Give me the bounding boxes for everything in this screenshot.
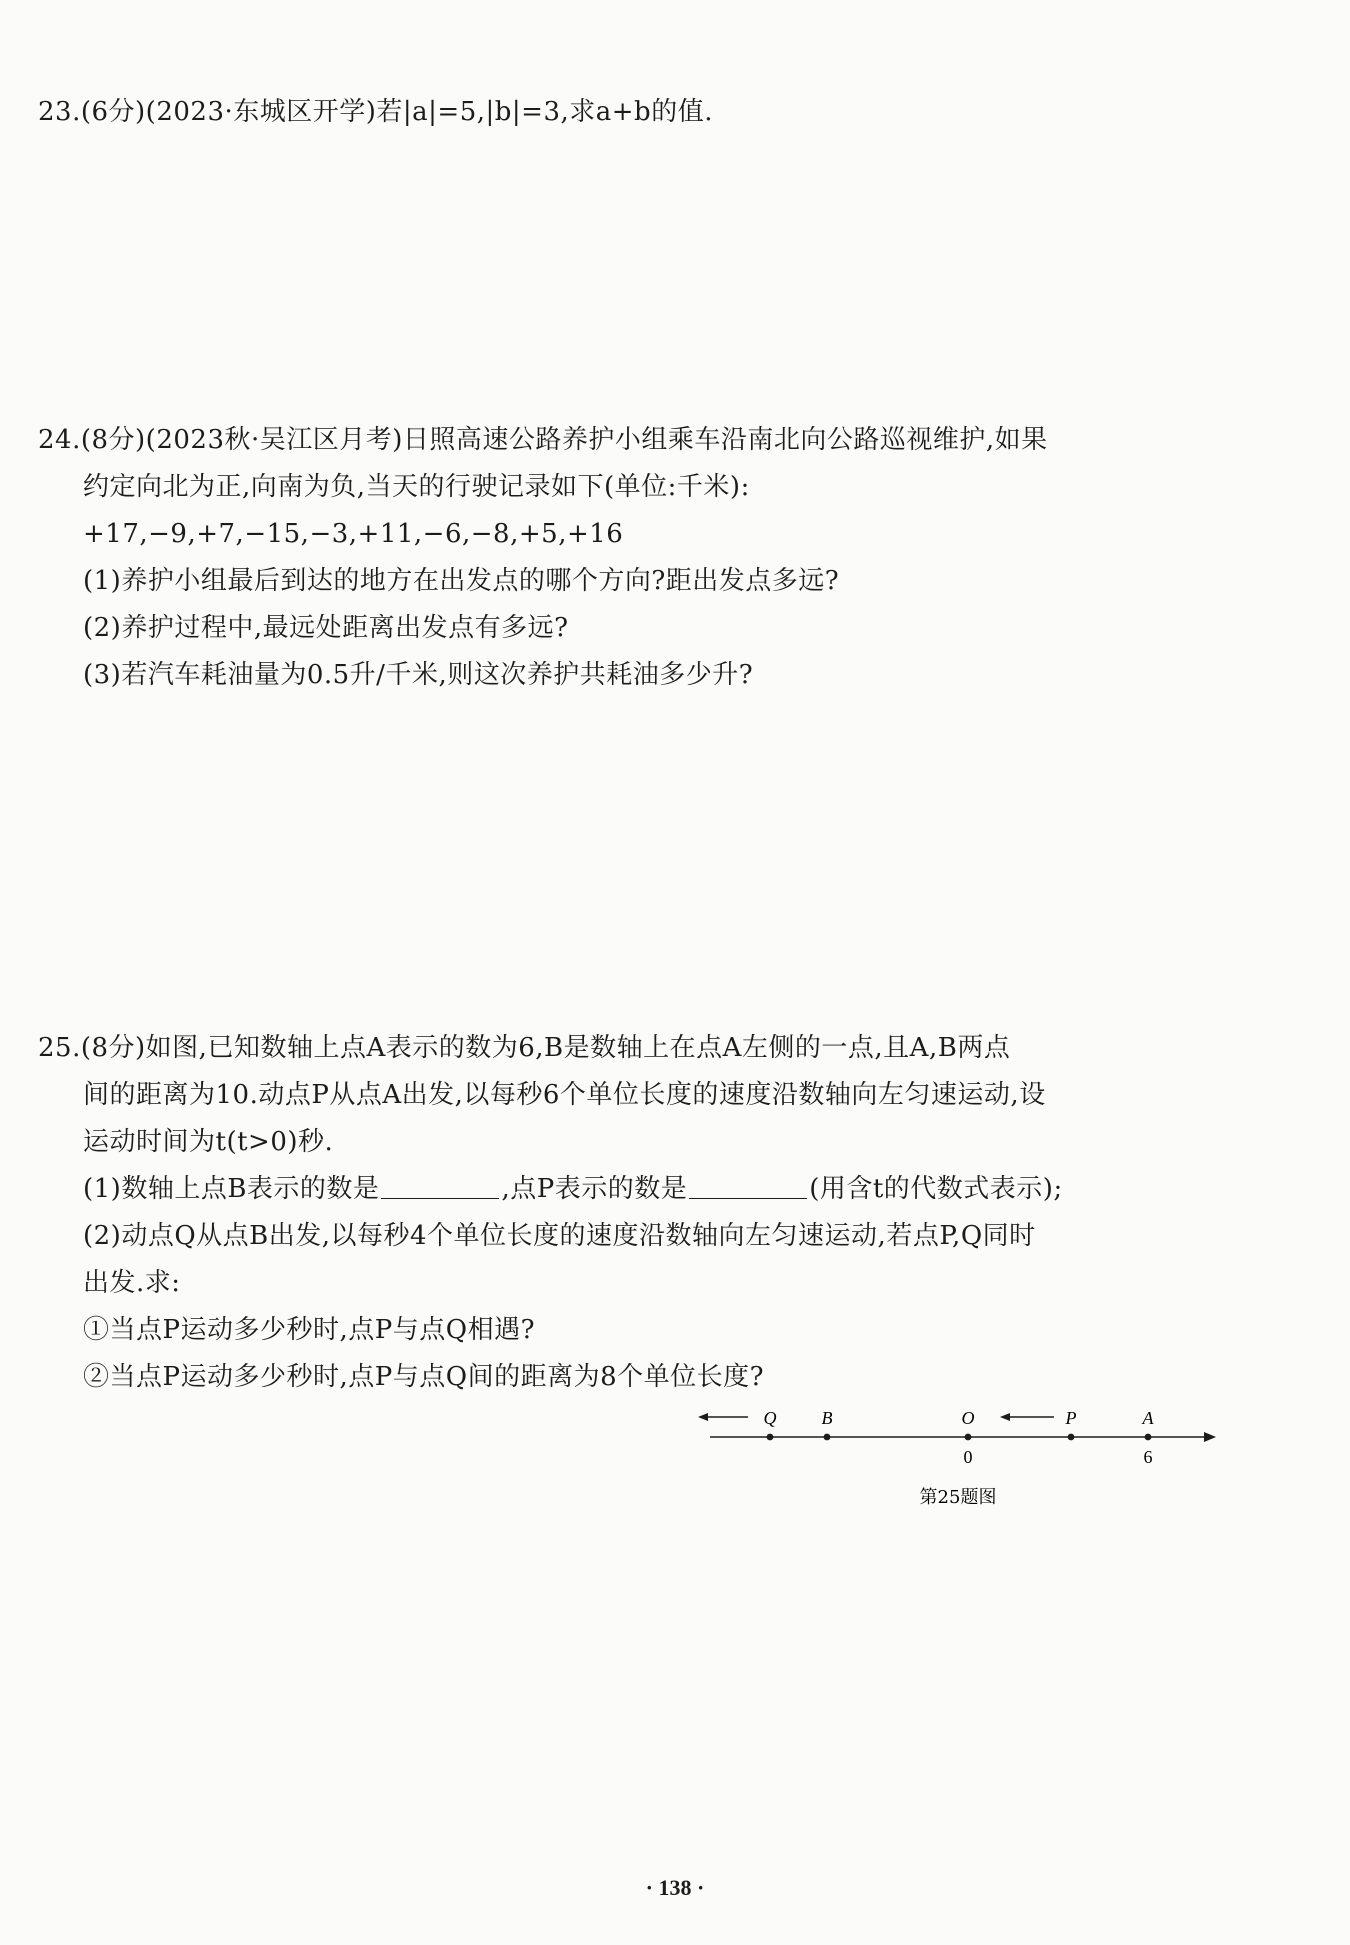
figure-caption: 第25题图 xyxy=(919,1487,997,1508)
answer-blank-b[interactable] xyxy=(381,1172,499,1199)
q25-sub2-q2: ②当点P运动多少秒时,点P与点Q间的距离为8个单位长度? xyxy=(83,1362,765,1392)
point-p xyxy=(1068,1434,1075,1441)
q25-sub1 xyxy=(83,1172,1063,1206)
q25-sub1-part-c: (用含t的代数式表示); xyxy=(809,1174,1063,1204)
label-q: Q xyxy=(763,1408,777,1428)
q24-records: +17,−9,+7,−15,−3,+11,−6,−8,+5,+16 xyxy=(83,519,624,549)
q-arrow-head xyxy=(698,1413,708,1421)
label-b: B xyxy=(821,1408,833,1428)
q24-stem-line2: 约定向北为正,向南为负,当天的行驶记录如下(单位:千米): xyxy=(83,472,750,502)
q24-sub3: (3)若汽车耗油量为0.5升/千米,则这次养护共耗油多少升? xyxy=(83,660,754,690)
point-b xyxy=(824,1434,831,1441)
point-q xyxy=(767,1434,774,1441)
label-p: P xyxy=(1065,1408,1077,1428)
point-a xyxy=(1145,1434,1152,1441)
q25-sub2-q1: ①当点P运动多少秒时,点P与点Q相遇? xyxy=(83,1315,536,1345)
p-arrow-head xyxy=(1000,1413,1010,1421)
q25-sub1-part-a: (1)数轴上点B表示的数是 xyxy=(83,1174,380,1204)
q24-stem-line1: 24.(8分)(2023秋·吴江区月考)日照高速公路养护小组乘车沿南北向公路巡视维护,如果 xyxy=(38,425,1048,455)
q25-sub1-part-b: ,点P表示的数是 xyxy=(501,1174,688,1204)
q25-stem-line3: 运动时间为t(t>0)秒. xyxy=(83,1127,334,1157)
axis-arrow-icon xyxy=(1204,1432,1216,1442)
q25-sub2-line2: 出发.求: xyxy=(83,1268,181,1298)
q24-sub2: (2)养护过程中,最远处距离出发点有多远? xyxy=(83,613,569,643)
q25-stem-line2: 间的距离为10.动点P从点A出发,以每秒6个单位长度的速度沿数轴向左匀速运动,设 xyxy=(83,1080,1046,1110)
page-number: · 138 · xyxy=(645,1875,705,1900)
answer-blank-p[interactable] xyxy=(689,1172,807,1199)
tick-six: 6 xyxy=(1143,1447,1153,1467)
point-o xyxy=(965,1434,972,1441)
label-o: O xyxy=(961,1408,975,1428)
q25-stem-line1: 25.(8分)如图,已知数轴上点A表示的数为6,B是数轴上在点A左侧的一点,且A,B两点 xyxy=(38,1033,1011,1063)
label-a: A xyxy=(1142,1408,1154,1428)
q23-stem: 23.(6分)(2023·东城区开学)若|a|=5,|b|=3,求a+b的值. xyxy=(38,97,713,127)
tick-zero: 0 xyxy=(963,1447,973,1467)
number-line-figure xyxy=(690,1395,1220,1535)
q25-sub2-line1: (2)动点Q从点B出发,以每秒4个单位长度的速度沿数轴向左匀速运动,若点P,Q同时 xyxy=(83,1221,1036,1251)
q24-sub1: (1)养护小组最后到达的地方在出发点的哪个方向?距出发点多远? xyxy=(83,566,840,596)
